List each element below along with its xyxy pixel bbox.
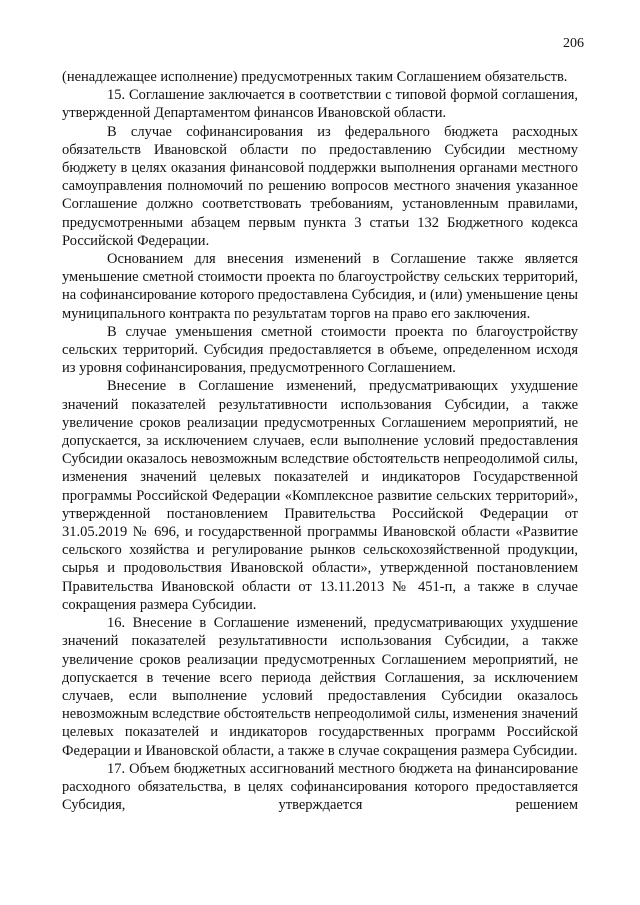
paragraph-p4 <box>62 323 578 378</box>
page-number: 206 <box>563 36 584 51</box>
text-line: Российской Федерации и Ивановской области, а также в случае сокращения <box>62 724 578 759</box>
text-line: Федерации от 31.05.2019 № 696, и государственной программы Ивановской <box>62 505 578 541</box>
text-line: 15. Соглашение заключается в соответствии с типовой формой <box>107 87 499 104</box>
text-line: размера Субсидии. <box>460 742 578 759</box>
text-line: 16. Внесение в Соглашение изменений, предусматривающих ухудшение <box>107 615 578 632</box>
document-body <box>62 68 578 814</box>
paragraph-p1 <box>62 86 578 122</box>
paragraph-p2 <box>62 123 578 250</box>
text-line: области «Развитие сельского хозяйства и регулирование рынков <box>62 524 579 559</box>
text-line: исходя из уровня софинансирования, предусмотренного Соглашением. <box>62 342 578 377</box>
text-line: финансирование расходного обязательства, в целях софинансирования <box>62 760 579 795</box>
text-line: значений показателей результативности использования Субсидии, а также <box>62 633 578 650</box>
text-line: случаев, если выполнение условий предоставления Субсидии оказалось <box>62 687 578 704</box>
paragraph-p6 <box>62 614 578 760</box>
text-line: не допускается в течение всего периода действия Соглашения, за исключением <box>62 651 579 686</box>
paragraph-p5 <box>62 377 578 614</box>
text-line: бюджету в целях оказания финансовой поддержки выполнения органами <box>62 160 518 177</box>
paragraph-p3 <box>62 250 578 323</box>
text-line: обязательств Ивановской области по предоставлению Субсидии местному <box>62 141 578 158</box>
text-line: территорий, на софинансирование которого предоставлена Субсидия, и (или) <box>62 269 579 304</box>
text-line: статьи 132 Бюджетного кодекса Российской Федерации. <box>62 214 578 249</box>
text-line: сельскохозяйственной продукции, сырья и продовольствия Ивановской <box>62 542 578 577</box>
text-line: области», утвержденной постановлением Правительства Ивановской области от <box>62 560 579 595</box>
text-line: Внесение в Соглашение изменений, предусматривающих ухудшение <box>107 378 578 395</box>
text-line: уменьшение сметной стоимости проекта по благоустройству сельских <box>62 269 500 286</box>
text-line: обязательств. <box>484 69 568 85</box>
text-line: предоставления Субсидии оказалось невозможным вследствие обстоятельств <box>62 433 578 468</box>
text-line: уменьшение цены муниципального контракта по результатам торгов на право <box>62 287 579 322</box>
text-line: 17. Объем бюджетных ассигнований местного бюджета на <box>107 760 472 777</box>
text-line: значений целевых показателей и индикаторов государственных программ <box>62 706 578 741</box>
text-line: (ненадлежащее исполнение) предусмотренных таким Соглашением <box>62 69 482 85</box>
text-line: его заключения. <box>431 305 531 322</box>
text-line: В случае софинансирования из федерального бюджета расходных <box>107 123 578 140</box>
paragraph-p7 <box>62 760 578 815</box>
text-line: Основанием для внесения изменений в Соглашение также является <box>107 251 578 268</box>
paragraph-p0 <box>62 68 578 86</box>
text-line: сельских территорий. Субсидия предоставляется в объеме, определенном <box>62 342 531 359</box>
text-line: увеличение сроков реализации предусмотренных Соглашением мероприятий, <box>62 651 558 668</box>
text-line: которого предоставляется Субсидия, утверждается решением <box>62 778 579 814</box>
text-line: 13.11.2013 № 451-п, а также в случае сокращения размера Субсидии. <box>62 578 578 613</box>
text-line: значения указанное Соглашение должно соответствовать требованиям, <box>62 178 578 213</box>
text-line: увеличение сроков реализации предусмотренных Соглашением мероприятий, <box>62 414 558 431</box>
text-line: территорий», утвержденной постановлением Правительства Российской <box>62 487 579 522</box>
text-line: невозможным вследствие обстоятельств непреодолимой силы, изменения <box>62 706 518 723</box>
text-line: местного самоуправления полномочий по решению вопросов местного <box>62 160 578 195</box>
text-line: не допускается, за исключением случаев, если выполнение условий <box>62 414 579 450</box>
text-line: Государственной программы Российской Федерации «Комплексное развитие сельских <box>62 469 578 504</box>
text-line: непреодолимой силы, изменения значений целевых показателей и индикаторов <box>62 451 578 486</box>
text-line: соглашения, утвержденной Департаментом финансов Ивановской области. <box>62 87 578 122</box>
text-line: установленным правилами, предусмотренными абзацем первым пункта 3 <box>62 196 579 231</box>
text-line: значений показателей результативности использования Субсидии, а также <box>62 396 578 413</box>
text-line: В случае уменьшения сметной стоимости проекта по благоустройству <box>107 323 578 340</box>
